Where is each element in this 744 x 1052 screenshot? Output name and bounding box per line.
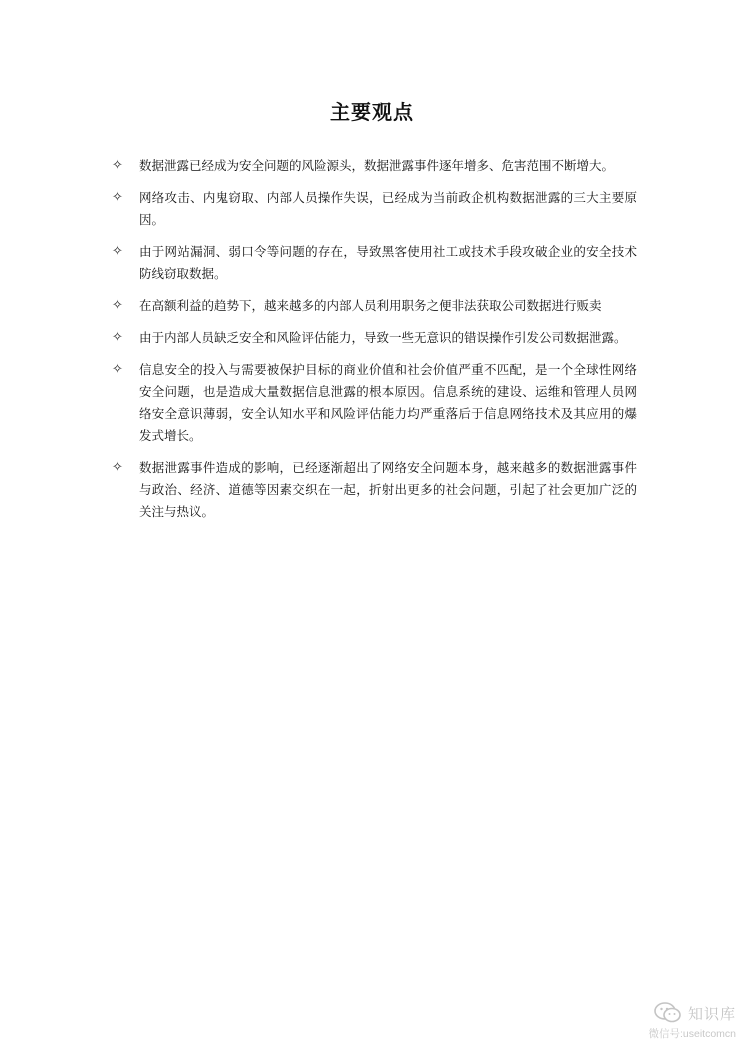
diamond-bullet-icon: ✧ [112,298,123,313]
point-text: 数据泄露事件造成的影响，已经逐渐超出了网络安全问题本身，越来越多的数据泄露事件与政治、经济、道德等因素交织在一起，折射出更多的社会问题，引起了社会更加广泛的关注与热议。 [139,460,637,519]
page-title: 主要观点 [330,100,414,124]
list-item [112,295,637,317]
diamond-bullet-icon: ✧ [112,362,123,377]
watermark [616,1002,736,1046]
list-item [112,359,637,447]
list-item [112,457,637,523]
point-text: 在高额利益的趋势下，越来越多的内部人员利用职务之便非法获取公司数据进行贩卖 [139,298,602,313]
point-text: 网络攻击、内鬼窃取、内部人员操作失误，已经成为当前政企机构数据泄露的三大主要原因。 [139,190,637,227]
list-item [112,187,637,231]
watermark-brand: 知识库 [687,1004,736,1023]
wechat-icon [654,1002,682,1024]
watermark-sub: 微信号:useitcomcn [648,1028,736,1040]
point-text: 由于网站漏洞、弱口令等问题的存在，导致黑客使用社工或技术手段攻破企业的安全技术防线窃取数据。 [139,244,637,281]
diamond-bullet-icon: ✧ [112,330,123,345]
list-item [112,327,637,349]
point-text: 数据泄露已经成为安全问题的风险源头，数据泄露事件逐年增多、危害范围不断增大。 [139,158,615,173]
diamond-bullet-icon: ✧ [112,158,123,173]
diamond-bullet-icon: ✧ [112,460,123,475]
diamond-bullet-icon: ✧ [112,190,123,205]
list-item [112,155,637,177]
key-points-list [112,155,637,533]
diamond-bullet-icon: ✧ [112,244,123,259]
point-text: 信息安全的投入与需要被保护目标的商业价值和社会价值严重不匹配，是一个全球性网络安全问题，也是造成大量数据信息泄露的根本原因。信息系统的建设、运维和管理人员网络安全意识薄弱，安全认知水平和风险评估能力均严重落后于信息网络技术及其应用的爆发式增长。 [139,362,637,443]
point-text: 由于内部人员缺乏安全和风险评估能力，导致一些无意识的错误操作引发公司数据泄露。 [139,330,627,345]
list-item [112,241,637,285]
